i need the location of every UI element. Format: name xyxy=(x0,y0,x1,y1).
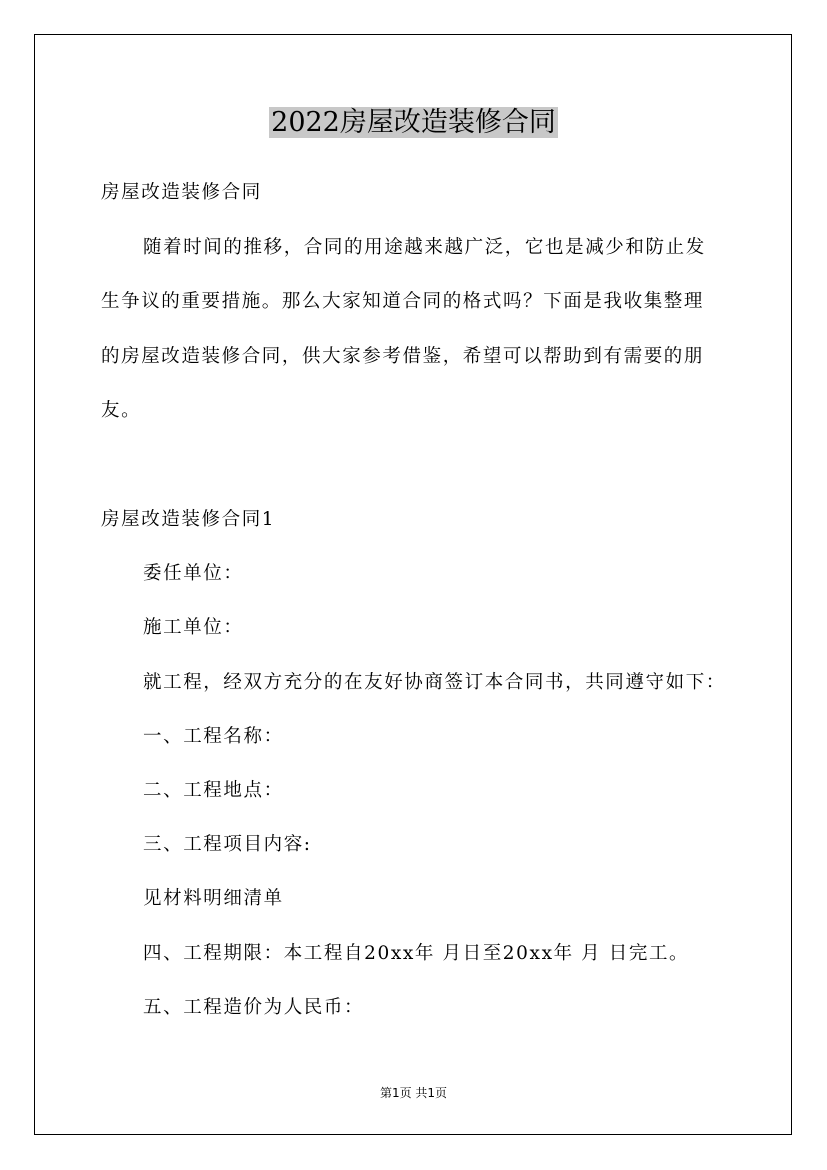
document-title xyxy=(0,103,827,143)
body-line-4: 一、工程名称： xyxy=(143,726,284,747)
section-heading: 房屋改造装修合同1 xyxy=(101,509,276,530)
body-line-6: 三、工程项目内容: xyxy=(143,834,312,855)
body-line-1: 委任单位： xyxy=(143,563,244,584)
body-line-8: 四、工程期限：本工程自20xx年 月日至20xx年 月 日完工。 xyxy=(143,943,690,964)
intro-line-1: 随着时间的推移，合同的用途越来越广泛，它也是减少和防止发 xyxy=(143,237,706,258)
body-line-3: 就工程，经双方充分的在友好协商签订本合同书，共同遵守如下： xyxy=(143,672,726,693)
page-footer: 第1页 共1页 xyxy=(379,1086,448,1100)
body-line-5: 二、工程地点： xyxy=(143,780,284,801)
intro-line-2: 生争议的重要措施。那么大家知道合同的格式吗？下面是我收集整理 xyxy=(101,291,705,312)
intro-line-3: 的房屋改造装修合同，供大家参考借鉴，希望可以帮助到有需要的朋 xyxy=(101,346,705,367)
body-line-2: 施工单位： xyxy=(143,617,244,638)
body-line-9: 五、工程造价为人民币： xyxy=(143,997,365,1018)
intro-line-4: 友。 xyxy=(101,400,142,421)
body-line-7: 见材料明细清单 xyxy=(143,888,284,909)
document-subtitle: 房屋改造装修合同 xyxy=(101,182,262,203)
document-title-text: 2022房屋改造装修合同 xyxy=(271,107,556,138)
